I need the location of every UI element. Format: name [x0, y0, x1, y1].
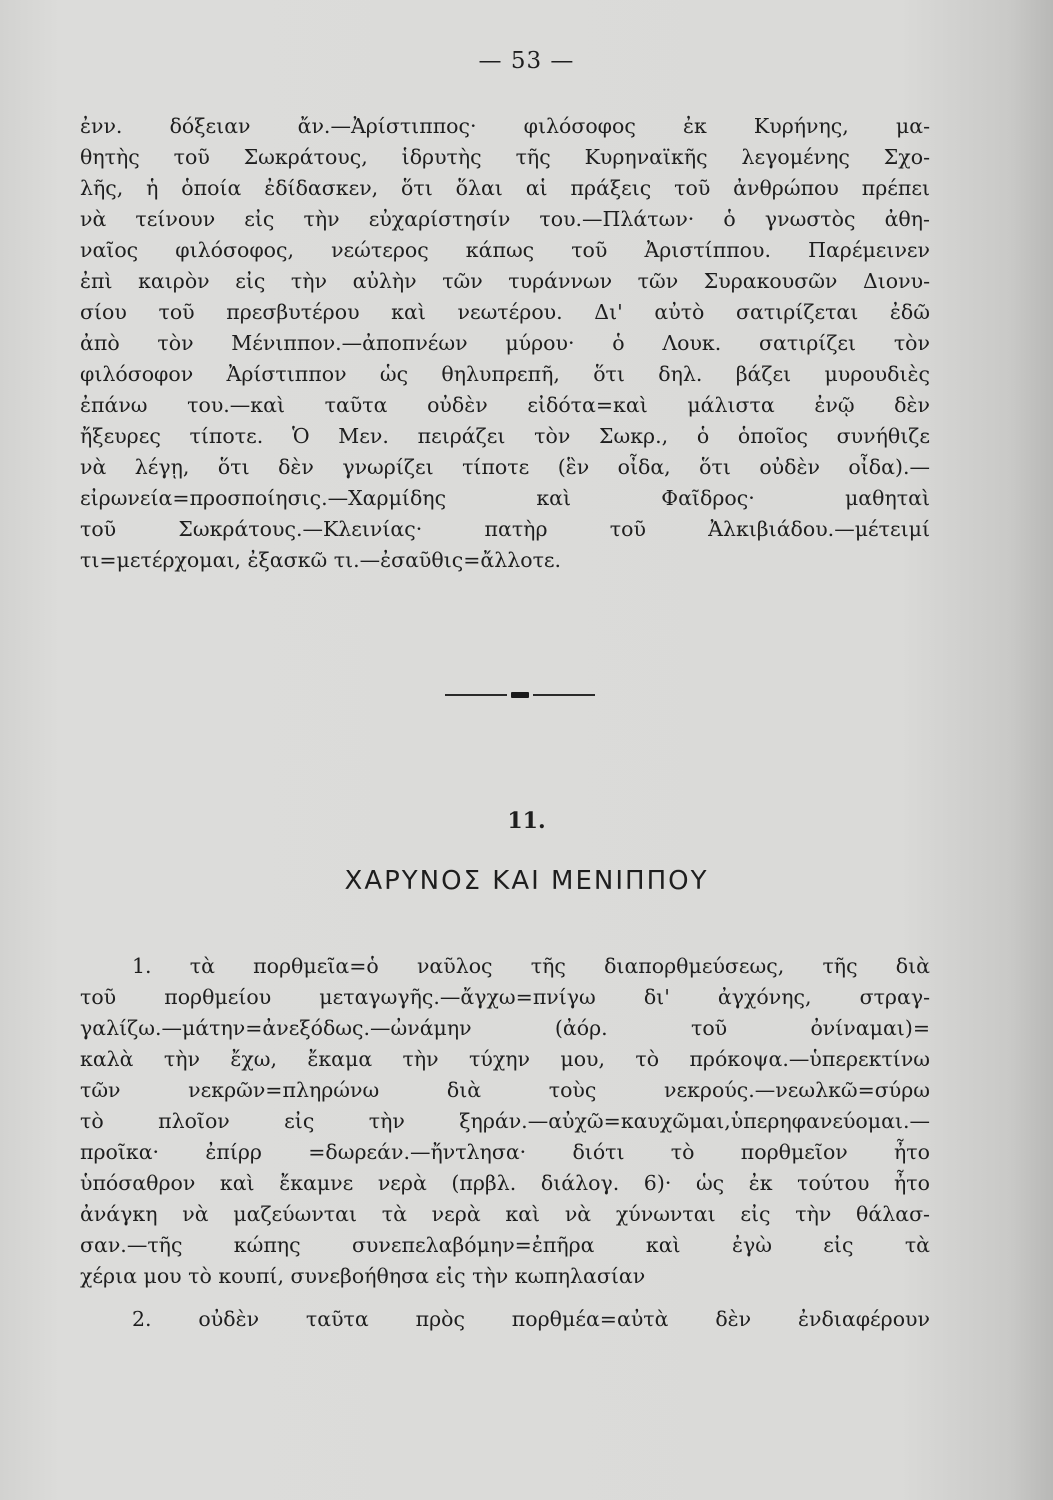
text-line: τοῦ Σωκράτους.—Κλεινίας· πατὴρ τοῦ Ἀλκιβιάδου.—μέτειμί: [80, 517, 930, 541]
text-line: ἀνάγκη νὰ μαζεύωνται τὰ νερὰ καὶ νὰ χύνωνται εἰς τὴν θάλασ-: [80, 1202, 930, 1226]
text-line: γαλίζω.—μάτην=ἀνεξόδως.—ὠνάμην (ἀόρ. τοῦ ὀνίναμαι)=: [80, 1016, 930, 1040]
commentary-block-bottom: [80, 951, 930, 1335]
text-line: 2. οὐδὲν ταῦτα πρὸς πορθμέα=αὐτὰ δὲν ἐνδιαφέρουν: [132, 1307, 930, 1331]
text-line: χέρια μου τὸ κουπί, συνεβοήθησα εἰς τὴν κωπηλασίαν: [80, 1264, 646, 1288]
page-number: — 53 —: [478, 48, 575, 74]
text-line: 1. τὰ πορθμεῖα=ὁ ναῦλος τῆς διαπορθμεύσεως, τῆς διὰ: [132, 954, 930, 978]
commentary-block-top: [80, 111, 930, 576]
text-line: φιλόσοφον Ἀρίστιππον ὡς θηλυπρεπῆ, ὅτι δηλ. βάζει μυρουδιὲς: [80, 362, 930, 386]
text-line: τῶν νεκρῶν=πληρώνω διὰ τοὺς νεκρούς.—νεωλκῶ=σύρω: [80, 1078, 930, 1102]
text-line: νὰ λέγῃ, ὅτι δὲν γνωρίζει τίποτε (ἓν οἶδα, ὅτι οὐδὲν οἶδα).—: [80, 455, 930, 479]
text-line: εἰρωνεία=προσποίησις.—Χαρμίδης καὶ Φαῖδρος· μαθηταὶ: [80, 486, 930, 510]
section-divider-ornament: [445, 693, 595, 697]
text-line: ἐνν. δόξειαν ἄν.—Ἀρίστιππος· φιλόσοφος ἐκ Κυρήνης, μα-: [80, 114, 930, 138]
text-line: ἐπάνω του.—καὶ ταῦτα οὐδὲν εἰδότα=καὶ μάλιστα ἐνῷ δὲν: [80, 393, 930, 417]
text-line: προῖκα· ἐπίρρ =δωρεάν.—ἤντλησα· διότι τὸ πορθμεῖον ἦτο: [80, 1140, 930, 1164]
text-line: ἀπὸ τὸν Μένιππον.—ἀποπνέων μύρου· ὁ Λουκ. σατιρίζει τὸν: [80, 331, 930, 355]
text-line: τι=μετέρχομαι, ἐξασκῶ τι.—ἐσαῦθις=ἄλλοτε.: [80, 548, 562, 572]
text-line: τοῦ πορθμείου μεταγωγῆς.—ἄγχω=πνίγω δι' ἀγχόνης, στραγ-: [80, 985, 930, 1009]
text-line: σαν.—τῆς κώπης συνεπελαβόμην=ἐπῆρα καὶ ἐγὼ εἰς τὰ: [80, 1233, 930, 1257]
text-line: νὰ τείνουν εἰς τὴν εὐχαρίστησίν του.—Πλάτων· ὁ γνωστὸς ἀθη-: [80, 207, 930, 231]
text-line: λῆς, ἡ ὁποία ἐδίδασκεν, ὅτι ὅλαι αἱ πράξεις τοῦ ἀνθρώπου πρέπει: [80, 176, 930, 200]
text-line: ὑπόσαθρον καὶ ἔκαμνε νερὰ (πρβλ. διάλογ. 6)· ὡς ἐκ τούτου ἦτο: [80, 1171, 930, 1195]
text-line: τὸ πλοῖον εἰς τὴν ξηράν.—αὐχῶ=καυχῶμαι,ὑπερηφανεύομαι.—: [80, 1109, 930, 1133]
text-line: ναῖος φιλόσοφος, νεώτερος κάπως τοῦ Ἀριστίππου. Παρέμεινεν: [80, 238, 930, 262]
text-line: θητὴς τοῦ Σωκράτους, ἱδρυτὴς τῆς Κυρηναϊκῆς λεγομένης Σχο-: [80, 145, 930, 169]
text-line: ἐπὶ καιρὸν εἰς τὴν αὐλὴν τῶν τυράννων τῶν Συρακουσῶν Διονυ-: [80, 269, 930, 293]
text-line: καλὰ τὴν ἔχω, ἔκαμα τὴν τύχην μου, τὸ πρόκοψα.—ὑπερεκτίνω: [80, 1047, 930, 1071]
chapter-title: ΧΑΡΥΝΟΣ ΚΑΙ ΜΕΝΙΠΠΟΥ: [344, 866, 709, 896]
chapter-number: 11.: [507, 808, 546, 834]
text-line: σίου τοῦ πρεσβυτέρου καὶ νεωτέρου. Δι' αὐτὸ σατιρίζεται ἐδῶ: [80, 300, 930, 324]
text-line: ἤξευρες τίποτε. Ὁ Μεν. πειράζει τὸν Σωκρ., ὁ ὁποῖος συνήθιζε: [80, 424, 930, 448]
